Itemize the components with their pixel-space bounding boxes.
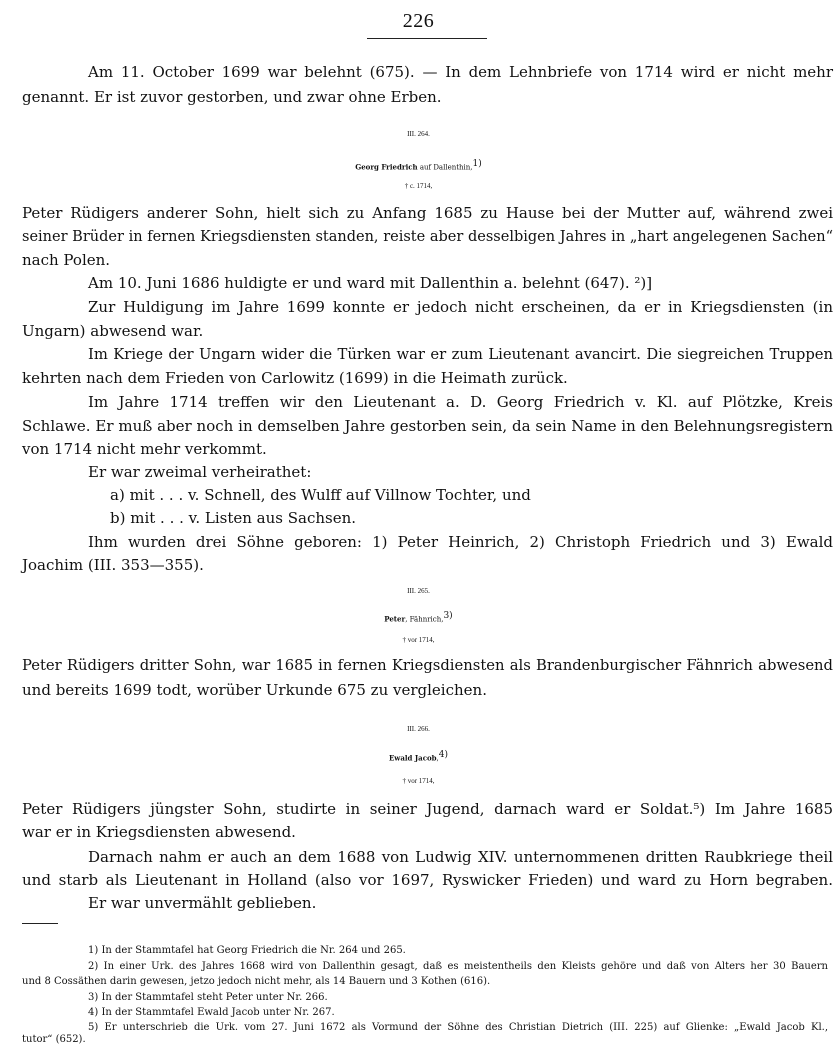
entry-264-footnote-ref: 1) (472, 159, 482, 169)
entry-265-line: Peter Rüdigers dritter Sohn, war 1685 in fernen Kriegsdiensten als Brandenburgischer Fähnrich abwesend (22, 657, 833, 674)
entry-264-number: III. 264. (407, 130, 430, 138)
entry-266-name-line (0, 745, 837, 768)
entry-265-death: † vor 1714, (402, 636, 435, 644)
entry-266-line: Darnach nahm er auch an dem 1688 von Ludwig XIV. unternommenen dritten Raubkriege theil (88, 848, 833, 866)
entry-264-line: nach Polen. (22, 251, 111, 269)
entry-264-death: † c. 1714, (404, 182, 433, 190)
entry-266-footnote-ref: 4) (438, 750, 449, 760)
entry-264-line: kehrten nach dem Frieden von Carlowitz (1699) in die Heimath zurück. (22, 369, 568, 387)
entry-266-number: III. 266. (407, 725, 430, 733)
entry-264-line: Ihm wurden drei Söhne geboren: 1) Peter Heinrich, 2) Christoph Friedrich und 3) Ewald (88, 533, 833, 551)
entry-264-line: Am 10. Juni 1686 huldigte er und ward mit Dallenthin a. belehnt (647). ²)] (88, 274, 653, 292)
footnote: tutor“ (652). (22, 1034, 86, 1045)
entry-266-line: Er war unvermählt geblieben. (88, 894, 317, 912)
entry-265-line: und bereits 1699 todt, worüber Urkunde 675 zu vergleichen. (22, 681, 487, 699)
entry-266-name-rest: , (436, 754, 439, 763)
entry-264-line: Zur Huldigung im Jahre 1699 konnte er jedoch nicht erscheinen, da er in Kriegsdiensten (in (88, 298, 833, 316)
entry-265-name-rest: , Fähnrich, (405, 615, 444, 624)
entry-264-line: Schlawe. Er muß aber noch in demselben Jahre gestorben sein, da sein Name in den Belehnungsregistern (22, 417, 833, 435)
entry-264-line: Im Kriege der Ungarn wider die Türken war er zum Lieutenant avancirt. Die siegreichen Truppen (88, 346, 833, 363)
entry-264-name-line (0, 154, 837, 177)
entry-264-line: Peter Rüdigers anderer Sohn, hielt sich zu Anfang 1685 zu Hause bei der Mutter auf, während zwei (22, 204, 833, 222)
entry-266-name: Ewald Jacob (388, 753, 437, 763)
footnote: 2) In einer Urk. des Jahres 1668 wird von Dallenthin gesagt, daß es meistentheils den Kleists gehöre und daß von Alters her 30 Bauern (88, 961, 828, 972)
entry-264-line: Ungarn) abwesend war. (22, 322, 204, 340)
entry-264-line: Joachim (III. 353—355). (22, 556, 204, 574)
entry-266-line: und starb als Lieutenant in Holland (also vor 1697, Ryswicker Frieden) und ward zu Horn begraben. (22, 871, 833, 889)
entry-265-name-line (0, 606, 837, 629)
footnote-rule (22, 923, 58, 924)
footnote: 1) In der Stammtafel hat Georg Friedrich die Nr. 264 und 265. (88, 945, 406, 956)
entry-264-line: Im Jahre 1714 treffen wir den Lieutenant a. D. Georg Friedrich v. Kl. auf Plötzke, Kreis (88, 393, 833, 411)
entry-264-line: a) mit . . . v. Schnell, des Wulff auf Villnow Tochter, und (110, 486, 531, 504)
footnote: und 8 Cossäthen darin gewesen, jetzo jedoch nicht mehr, als 14 Bauern und 3 Kothen (616). (22, 976, 491, 987)
entry-264-line: von 1714 nicht mehr verkommt. (22, 440, 267, 458)
entry-264-name-rest: auf Dallenthin, (417, 163, 473, 172)
entry-264-line: b) mit . . . v. Listen aus Sachsen. (110, 509, 357, 527)
entry-265-number: III. 265. (407, 587, 430, 595)
footnote: 5) Er unterschrieb die Urk. vom 27. Juni 1672 als Vormund der Söhne des Christian Dietrich (III. 225) auf Glienke: „Ewald Jacob Kl., (88, 1022, 828, 1033)
entry-265-name: Peter (384, 614, 406, 624)
page-number-rule (367, 38, 487, 39)
intro-line-1: Am 11. October 1699 war belehnt (675). — In dem Lehnbriefe von 1714 wird er nicht mehr (88, 63, 833, 81)
footnote: 4) In der Stammtafel Ewald Jacob unter Nr. 267. (88, 1007, 335, 1018)
entry-266-line: Peter Rüdigers jüngster Sohn, studirte in seiner Jugend, darnach ward er Soldat.⁵) Im Jahre 1685 (22, 800, 833, 818)
entry-266-line: war er in Kriegsdiensten abwesend. (22, 823, 296, 841)
entry-266-death: † vor 1714, (402, 777, 435, 785)
page-number: 226 (402, 10, 435, 32)
entry-264-name: Georg Friedrich (355, 162, 418, 172)
entry-264-line: Er war zweimal verheirathet: (88, 463, 312, 481)
entry-265-footnote-ref: 3) (443, 611, 453, 621)
footnote: 3) In der Stammtafel steht Peter unter Nr. 266. (88, 992, 328, 1003)
intro-line-2: genannt. Er ist zuvor gestorben, und zwar ohne Erben. (22, 88, 442, 106)
entry-264-line: seiner Brüder in fernen Kriegsdiensten standen, reiste aber desselbigen Jahres in „hart angelegenen Sachen“ (22, 229, 833, 245)
